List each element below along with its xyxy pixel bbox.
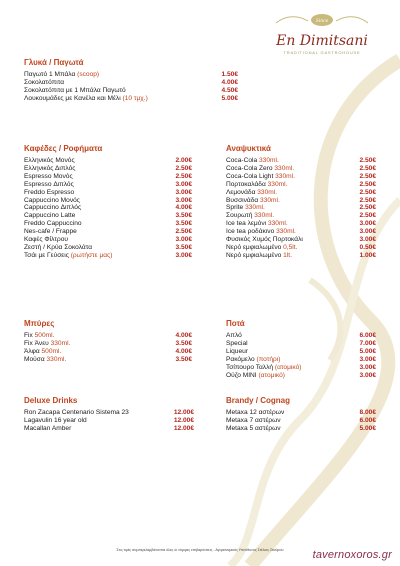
menu-item-row — [226, 364, 376, 372]
menu-item-label: Fix — [24, 332, 35, 339]
section-title: Αναψυκτικά — [226, 144, 271, 153]
menu-item-label: Πορτοκαλάδα — [226, 180, 268, 188]
menu-item-label: Cappuccino Διπλός — [24, 204, 82, 212]
menu-item-label: Ούζο MINI — [226, 371, 259, 379]
menu-item-price: 6.00€ — [359, 416, 376, 424]
menu-item-row — [24, 252, 192, 260]
menu-item-size: 330ml. — [257, 188, 278, 196]
menu-item-row — [226, 252, 376, 260]
section-coffee — [24, 144, 192, 260]
menu-item-name — [226, 332, 242, 340]
menu-item-price: 2.50€ — [359, 180, 376, 188]
menu-item-label: Ζεστή / Κρύα Σοκολάτα — [24, 243, 93, 251]
menu-item-name — [24, 212, 75, 220]
menu-item-name — [24, 157, 75, 165]
section-beers — [24, 319, 192, 364]
menu-item-label: Λουκουμάδες με Κανέλα και Μέλι — [24, 94, 123, 102]
menu-item-label: Metaxa 7 αστέρων — [226, 416, 281, 424]
menu-item-row — [24, 220, 192, 228]
menu-item-price: 3.00€ — [359, 228, 376, 236]
menu-item-row — [24, 236, 192, 244]
menu-item-size: (ατομικό) — [274, 363, 302, 371]
menu-item-row — [226, 425, 376, 433]
menu-item-price: 4.00€ — [175, 332, 192, 339]
menu-item-label: Απλό — [226, 332, 242, 339]
menu-item-name — [24, 165, 75, 173]
menu-item-price: 3.00€ — [175, 251, 192, 259]
menu-item-price: 3.00€ — [175, 188, 192, 196]
menu-item-price: 2.50€ — [359, 196, 376, 204]
menu-item-label: Σοκολατόπιτα με 1 Μπάλα Παγωτό — [24, 86, 126, 94]
watermark: tavernoxoros.gr — [312, 549, 392, 561]
menu-item-row — [24, 204, 192, 212]
menu-item-label: Άλφα — [24, 347, 42, 355]
menu-item-label: Metaxa 12 αστέρων — [226, 409, 285, 416]
menu-item-row — [226, 220, 376, 228]
menu-item-size: (ρωτήστε μας) — [70, 251, 113, 259]
menu-item-row — [226, 197, 376, 205]
menu-item-label: Τσάι με Γεύσεις — [24, 251, 71, 259]
menu-item-row — [24, 95, 238, 103]
menu-item-row — [226, 204, 376, 212]
menu-item-price: 4.00€ — [221, 78, 238, 86]
menu-item-price: 5.00€ — [221, 94, 238, 102]
menu-item-label: Cappuccino Μονός — [24, 196, 80, 204]
section-title: Μπύρες — [24, 319, 55, 328]
menu-item-name — [24, 236, 68, 244]
section-title: Deluxe Drinks — [24, 396, 78, 405]
menu-item-size: 330ml. — [50, 339, 71, 347]
menu-item-price: 2.50€ — [175, 172, 192, 180]
menu-item-name — [226, 165, 294, 173]
menu-item-price: 2.50€ — [359, 157, 376, 164]
menu-item-row — [24, 244, 192, 252]
menu-item-label: Espresso Διπλός — [24, 180, 74, 188]
menu-item-label: Special — [226, 339, 248, 347]
menu-item-price: 2.50€ — [175, 164, 192, 172]
menu-item-name — [226, 244, 297, 252]
menu-item-name — [226, 236, 303, 244]
menu-item-row — [226, 244, 376, 252]
menu-item-price: 4.00€ — [175, 204, 192, 212]
menu-item-size: 500ml. — [34, 332, 55, 339]
menu-item-row — [24, 157, 192, 165]
menu-item-price: 1.00€ — [359, 251, 376, 259]
menu-item-name — [24, 244, 92, 252]
menu-item-name — [226, 189, 277, 197]
menu-item-row — [24, 165, 192, 173]
menu-item-name — [24, 95, 148, 103]
menu-item-name — [24, 173, 73, 181]
section-title: Brandy / Cognag — [226, 396, 291, 405]
menu-item-row — [24, 71, 238, 79]
menu-item-price: 2.50€ — [359, 188, 376, 196]
menu-item-label: Espresso Μονός — [24, 172, 73, 180]
menu-item-label: Nes-cafe / Frappe — [24, 228, 77, 236]
menu-item-price: 3.00€ — [359, 355, 376, 363]
menu-item-name — [24, 340, 70, 348]
menu-item-price: 2.00€ — [175, 157, 192, 164]
menu-item-name — [24, 348, 61, 356]
menu-item-name — [226, 220, 288, 228]
menu-item-row — [226, 189, 376, 197]
menu-item-label: Coca-Cola — [226, 157, 259, 164]
menu-item-row — [226, 340, 376, 348]
menu-item-size: (scoop) — [77, 71, 100, 78]
menu-item-price: 8.00€ — [359, 409, 376, 416]
menu-item-name — [24, 220, 82, 228]
menu-item-label: Μούσα — [24, 355, 47, 363]
menu-item-label: Σοκολατόπιτα — [24, 78, 65, 86]
menu-item-price: 1.50€ — [221, 71, 238, 78]
menu-item-size: 330ml. — [260, 196, 280, 204]
menu-item-label: Coca-Cola Light — [226, 172, 276, 180]
menu-item-row — [226, 417, 376, 425]
menu-item-name — [226, 372, 285, 380]
menu-item-row — [226, 348, 376, 356]
menu-item-name — [24, 228, 77, 236]
menu-item-size: 330ml. — [258, 157, 279, 164]
menu-item-name — [24, 181, 74, 189]
menu-item-label: Παγωτό 1 Μπάλα — [24, 71, 78, 78]
menu-item-row — [24, 417, 194, 425]
menu-item-label: Liqueur — [226, 347, 248, 355]
menu-item-size: 330ml. — [267, 180, 288, 188]
menu-item-price: 2.50€ — [359, 172, 376, 180]
menu-item-size: 330ml. — [267, 220, 288, 228]
menu-item-label: Φυσικός Χυμός Πορτοκάλι — [226, 236, 303, 244]
logo-subtitle: TRADITIONAL GASTROHOUSE — [283, 50, 361, 55]
menu-item-price: 3.50€ — [175, 212, 192, 220]
menu-item-label: Λεμονάδα — [226, 188, 258, 196]
menu-item-price: 3.00€ — [175, 196, 192, 204]
menu-item-row — [226, 181, 376, 189]
menu-item-row — [24, 228, 192, 236]
menu-item-name — [24, 79, 64, 87]
menu-item-price: 0.50€ — [359, 243, 376, 251]
logo — [262, 12, 382, 55]
menu-item-name — [226, 356, 280, 364]
menu-item-price: 3.00€ — [175, 236, 192, 244]
section-brandy-cognac — [226, 396, 376, 433]
menu-item-label: Cappuccino Latte — [24, 212, 76, 220]
menu-item-name — [24, 425, 71, 433]
menu-item-label: Ελληνικός Διπλός — [24, 164, 76, 172]
menu-item-label: Coca-Cola Zero — [226, 164, 275, 172]
menu-item-label: Τσίπουρο Ταλλή — [226, 363, 275, 371]
menu-item-price: 2.50€ — [359, 164, 376, 172]
menu-item-size: (ποτήρι) — [256, 355, 281, 363]
menu-item-price: 6.00€ — [359, 332, 376, 339]
menu-item-label: Fix Άνευ — [24, 339, 51, 347]
menu-item-name — [226, 173, 295, 181]
menu-item-row — [24, 212, 192, 220]
menu-item-price: 3.00€ — [359, 220, 376, 228]
menu-item-price: 2.50€ — [359, 212, 376, 220]
menu-item-row — [24, 348, 192, 356]
menu-item-price: 5.00€ — [359, 347, 376, 355]
menu-item-price: 3.00€ — [359, 236, 376, 244]
menu-item-name — [24, 204, 81, 212]
menu-item-row — [226, 372, 376, 380]
section-sweets — [24, 58, 238, 103]
menu-item-label: Metaxa 5 αστέρων — [226, 424, 281, 432]
menu-item-name — [226, 364, 301, 372]
menu-item-label: Ice tea ροδάκινο — [226, 228, 277, 236]
menu-item-row — [24, 409, 194, 417]
menu-item-name — [24, 189, 74, 197]
menu-item-row — [24, 173, 192, 181]
menu-item-label: Freddo Espresso — [24, 188, 75, 196]
menu-item-name — [24, 356, 66, 364]
menu-item-label: Sprite — [226, 204, 246, 212]
menu-item-price: 3.50€ — [175, 220, 192, 228]
menu-item-name — [226, 425, 281, 433]
menu-item-name — [24, 417, 87, 425]
menu-item-row — [24, 87, 238, 95]
section-soft-drinks — [226, 144, 376, 260]
menu-item-size: 330ml. — [275, 172, 295, 180]
footer-note: Στις τιμές συμπεριλαμβάνονται όλες οι νόμιμες επιβαρύνσεις - Αγορανομικός Υπεύθυνος Στέλιος Σταύρου — [116, 548, 284, 552]
section-title: Καφέδες / Ροφήματα — [24, 144, 103, 153]
menu-item-name — [24, 252, 112, 260]
menu-item-label: Lagavulin 16 year old — [24, 416, 87, 424]
menu-item-row — [226, 173, 376, 181]
menu-item-size: 0,5lt. — [283, 243, 298, 251]
section-deluxe-drinks — [24, 396, 194, 433]
menu-item-size: 330ml. — [46, 355, 67, 363]
menu-item-size: 330ml. — [274, 164, 295, 172]
menu-item-size: (10 τμχ.) — [122, 94, 148, 102]
menu-item-label: Σουρωτή — [226, 212, 255, 220]
menu-item-row — [24, 425, 194, 433]
menu-item-name — [226, 252, 292, 260]
menu-item-price: 3.50€ — [175, 243, 192, 251]
menu-item-price: 3.00€ — [175, 180, 192, 188]
menu-item-label: Ελληνικός Μονός — [24, 157, 75, 164]
menu-item-label: Νερό εμφιαλωμένο — [226, 243, 284, 251]
menu-item-name — [24, 332, 54, 340]
menu-item-size: 1lt. — [283, 251, 292, 259]
section-title: Γλυκά / Παγωτά — [24, 58, 84, 67]
menu-item-name — [226, 228, 296, 236]
menu-item-row — [24, 79, 238, 87]
menu-item-name — [226, 197, 280, 205]
menu-item-label: Ron Zacapa Centenario Sistema 23 — [24, 409, 129, 416]
menu-item-name — [24, 409, 129, 417]
menu-item-name — [226, 157, 279, 165]
menu-item-row — [226, 409, 376, 417]
menu-item-name — [226, 409, 284, 417]
menu-item-row — [24, 189, 192, 197]
menu-item-row — [226, 228, 376, 236]
menu-item-row — [24, 181, 192, 189]
menu-item-label: Καφές Φίλτρου — [24, 236, 69, 244]
menu-item-price: 7.00€ — [359, 339, 376, 347]
logo-brand: En Dimitsani — [276, 33, 368, 49]
logo-badge-text: Since — [315, 19, 329, 24]
menu-item-price: 12.00€ — [173, 424, 194, 432]
menu-item-size: 330ml. — [254, 212, 275, 220]
menu-item-price: 2.50€ — [175, 228, 192, 236]
menu-item-size: 500ml. — [41, 347, 62, 355]
menu-item-price: 4.00€ — [175, 347, 192, 355]
menu-item-name — [226, 204, 265, 212]
menu-item-price: 3.00€ — [359, 363, 376, 371]
menu-item-label: Ρακόμελο — [226, 355, 257, 363]
menu-item-row — [226, 332, 376, 340]
menu-item-label: Macallan Amber — [24, 424, 72, 432]
menu-item-name — [226, 417, 281, 425]
menu-item-row — [226, 356, 376, 364]
menu-item-row — [24, 332, 192, 340]
menu-item-price: 12.00€ — [173, 409, 194, 416]
menu-item-size: 330ml. — [245, 204, 265, 212]
menu-item-label: Freddo Cappuccino — [24, 220, 82, 228]
menu-item-price: 3.50€ — [175, 339, 192, 347]
menu-item-price: 12.00€ — [173, 416, 194, 424]
menu-item-price: 4.50€ — [221, 86, 238, 94]
section-spirits — [226, 319, 376, 379]
menu-item-row — [24, 340, 192, 348]
menu-item-row — [226, 236, 376, 244]
menu-item-name — [226, 348, 248, 356]
menu-item-row — [24, 356, 192, 364]
section-title: Ποτά — [226, 319, 245, 328]
menu-item-price: 3.50€ — [175, 355, 192, 363]
menu-item-row — [226, 157, 376, 165]
menu-item-name — [24, 87, 126, 95]
menu-item-price: 2.50€ — [359, 204, 376, 212]
menu-item-price: 5.00€ — [359, 424, 376, 432]
logo-ornament-icon — [262, 12, 382, 28]
menu-item-name — [24, 71, 99, 79]
menu-item-size: (ατομικό) — [258, 371, 285, 379]
menu-item-price: 3.00€ — [359, 371, 376, 379]
menu-item-size: 330ml. — [276, 228, 296, 236]
menu-item-row — [226, 165, 376, 173]
menu-item-label: Βυσσινάδα — [226, 196, 261, 204]
menu-item-label: Ice tea λεμόνι — [226, 220, 268, 228]
menu-item-label: Νερό εμφιαλωμένο — [226, 251, 284, 259]
menu-item-name — [226, 340, 248, 348]
menu-item-name — [226, 181, 287, 189]
